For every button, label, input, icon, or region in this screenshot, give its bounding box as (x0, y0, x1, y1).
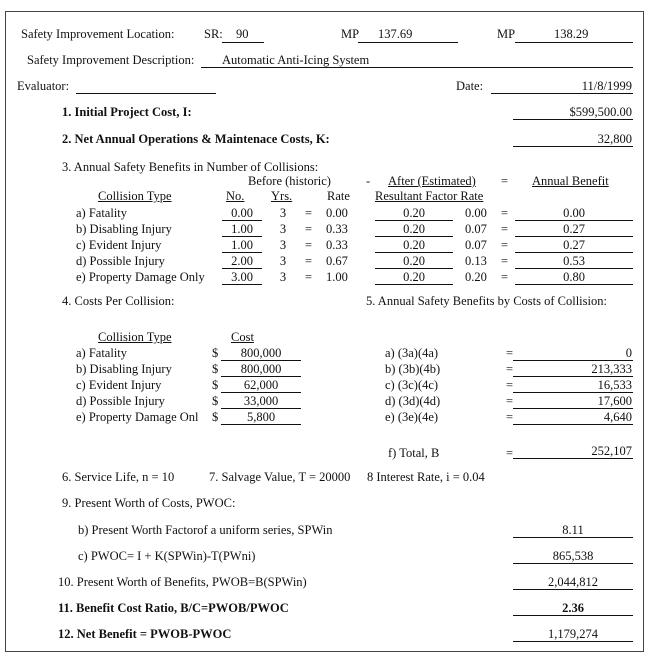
collision-count: 0.00 (231, 206, 253, 220)
currency-symbol: $ (212, 410, 219, 424)
collision-type: b) Disabling Injury (76, 222, 172, 236)
cost-underline (221, 392, 301, 393)
bc-ratio-label: 11. Benefit Cost Ratio, B/C=PWOB/PWOC (58, 601, 289, 615)
pwoc-label: c) PWOC= I + K(SPWin)-T(PWni) (78, 549, 256, 563)
collision-years: 3 (279, 238, 287, 252)
resultant-rate: 0.13 (465, 254, 487, 268)
currency-symbol: $ (212, 394, 219, 408)
resultant-factor-underline (375, 252, 453, 253)
header-equals: = (501, 174, 509, 188)
description-label: Safety Improvement Description: (27, 53, 195, 67)
spwin-value: 8.11 (562, 523, 584, 537)
cost-per-collision: 62,000 (243, 378, 279, 392)
benefit-by-cost: 16,533 (597, 378, 632, 392)
cost-per-collision: 33,000 (243, 394, 279, 408)
benefit-equals: = (501, 222, 509, 236)
annual-benefit-underline (515, 220, 633, 221)
collision-years: 3 (279, 254, 287, 268)
pwob-value: 2,044,812 (548, 575, 598, 589)
location-label: Safety Improvement Location: (21, 27, 175, 41)
collision-count-underline (222, 236, 262, 237)
currency-symbol: $ (212, 378, 219, 392)
s3-rate-header: Rate (327, 189, 350, 203)
annual-benefit-header: Annual Benefit (532, 174, 609, 188)
annual-benefit: 0.00 (563, 206, 585, 220)
salvage-value: 7. Salvage Value, T = 20000 (209, 470, 351, 484)
annual-benefit-underline (515, 252, 633, 253)
resultant-factor-underline (375, 268, 453, 269)
initial-cost-underline (513, 119, 633, 120)
collision-type: e) Property Damage Only (76, 270, 205, 284)
collision-count-underline (222, 284, 262, 285)
benefit-equals: = (501, 254, 509, 268)
om-costs-value: 32,800 (597, 132, 632, 146)
annual-benefit: 0.53 (563, 254, 585, 268)
pwob-underline (513, 589, 633, 590)
mp-label-1: MP (341, 27, 360, 41)
benefit-underline (513, 376, 633, 377)
collision-rate: 0.67 (326, 254, 348, 268)
after-dash: - (366, 174, 371, 188)
collision-type: e) Property Damage Onl (76, 410, 199, 424)
collision-type: c) Evident Injury (76, 378, 162, 392)
pwob-label: 10. Present Worth of Benefits, PWOB=B(SPWin) (58, 575, 307, 589)
annual-benefit-underline (515, 236, 633, 237)
resultant-factor-underline (375, 220, 453, 221)
section3-label: 3. Annual Safety Benefits in Number of Collisions: (62, 160, 319, 174)
rate-equals: = (305, 238, 313, 252)
s3-no-header: No. (226, 189, 245, 203)
collision-type: c) Evident Injury (76, 238, 162, 252)
date-underline (491, 93, 633, 94)
before-header: Before (historic) (248, 174, 331, 188)
benefit-equals: = (501, 206, 509, 220)
rate-equals: = (305, 270, 313, 284)
resultant-factor-underline (375, 236, 453, 237)
section4-label: 4. Costs Per Collision: (62, 294, 175, 308)
pwoc-value: 865,538 (552, 549, 594, 563)
s3-collision-type-header: Collision Type (98, 189, 172, 203)
annual-benefit: 0.80 (563, 270, 585, 284)
resultant-factor: 0.20 (403, 222, 425, 236)
cost-underline (221, 360, 301, 361)
benefit-underline (513, 392, 633, 393)
initial-cost-label: 1. Initial Project Cost, I: (62, 105, 192, 119)
annual-benefit: 0.27 (563, 238, 585, 252)
description-underline (201, 67, 633, 68)
collision-count: 2.00 (231, 254, 253, 268)
mp-value-2: 138.29 (554, 27, 589, 41)
benefit-underline (513, 424, 633, 425)
collision-count: 3.00 (231, 270, 253, 284)
om-costs-label: 2. Net Annual Operations & Maintenace Costs, K: (62, 132, 330, 146)
mp-underline-1 (358, 42, 458, 43)
s3-yrs-header: Yrs. (271, 189, 293, 203)
initial-cost-value: $599,500.00 (569, 105, 632, 119)
benefit-by-cost: 213,333 (591, 362, 632, 376)
rate-equals: = (305, 222, 313, 236)
rate-equals: = (305, 254, 313, 268)
resultant-factor: 0.20 (403, 270, 425, 284)
benefit-formula: d) (3d)(4d) (385, 394, 441, 408)
benefit-formula: b) (3b)(4b) (385, 362, 441, 376)
benefit-equals: = (506, 394, 514, 408)
resultant-factor: 0.20 (403, 238, 425, 252)
benefit-equals: = (501, 270, 509, 284)
collision-type: d) Possible Injury (76, 394, 165, 408)
benefit-equals: = (506, 378, 514, 392)
total-b-equals: = (506, 446, 514, 460)
om-costs-underline (513, 146, 633, 147)
collision-rate: 0.00 (326, 206, 348, 220)
date-value: 11/8/1999 (581, 79, 632, 93)
currency-symbol: $ (212, 346, 219, 360)
collision-type: d) Possible Injury (76, 254, 165, 268)
annual-benefit-underline (515, 268, 633, 269)
spwin-underline (513, 537, 633, 538)
bc-ratio-value: 2.36 (562, 601, 584, 615)
collision-years: 3 (279, 222, 287, 236)
resultant-rate: 0.07 (465, 238, 487, 252)
resultant-factor: 0.20 (403, 254, 425, 268)
benefit-underline (513, 360, 633, 361)
total-b-label: f) Total, B (388, 446, 440, 460)
sr-value: 90 (236, 27, 249, 41)
collision-count-underline (222, 252, 262, 253)
s3-resultant-header: Resultant Factor Rate (375, 189, 484, 203)
benefit-formula: c) (3c)(4c) (385, 378, 439, 392)
benefit-underline (513, 408, 633, 409)
sr-underline (222, 42, 264, 43)
s4-cost-header: Cost (231, 330, 254, 344)
total-b-underline (513, 458, 633, 459)
collision-count: 1.00 (231, 222, 253, 236)
cost-underline (221, 408, 301, 409)
benefit-by-cost: 17,600 (597, 394, 632, 408)
collision-rate: 0.33 (326, 222, 348, 236)
collision-count-underline (222, 268, 262, 269)
interest-rate: 8 Interest Rate, i = 0.04 (367, 470, 485, 484)
resultant-rate: 0.00 (465, 206, 487, 220)
date-label: Date: (456, 79, 484, 93)
benefit-by-cost: 0 (625, 346, 632, 360)
benefit-formula: a) (3a)(4a) (385, 346, 439, 360)
benefit-equals: = (506, 362, 514, 376)
collision-years: 3 (279, 270, 287, 284)
collision-count: 1.00 (231, 238, 253, 252)
cost-per-collision: 800,000 (240, 362, 282, 376)
pwoc-underline (513, 563, 633, 564)
benefit-equals: = (506, 410, 514, 424)
collision-rate: 0.33 (326, 238, 348, 252)
mp-value-1: 137.69 (378, 27, 413, 41)
collision-rate: 1.00 (326, 270, 348, 284)
benefit-formula: e) (3e)(4e) (385, 410, 439, 424)
spwin-label: b) Present Worth Factorof a uniform series, SPWin (78, 523, 333, 537)
service-life: 6. Service Life, n = 10 (62, 470, 175, 484)
collision-type: a) Fatality (76, 206, 128, 220)
total-b-value: 252,107 (591, 444, 632, 458)
bc-ratio-underline (513, 615, 633, 616)
benefit-equals: = (501, 238, 509, 252)
net-benefit-label: 12. Net Benefit = PWOB-PWOC (58, 627, 232, 641)
resultant-rate: 0.07 (465, 222, 487, 236)
collision-type: a) Fatality (76, 346, 128, 360)
collision-years: 3 (279, 206, 287, 220)
mp-underline-2 (515, 42, 633, 43)
annual-benefit-underline (515, 284, 633, 285)
resultant-factor-underline (375, 284, 453, 285)
section5-label: 5. Annual Safety Benefits by Costs of Collision: (366, 294, 607, 308)
benefit-by-cost: 4,640 (603, 410, 632, 424)
cost-underline (221, 376, 301, 377)
section9-label: 9. Present Worth of Costs, PWOC: (62, 496, 236, 510)
benefit-equals: = (506, 346, 514, 360)
cost-per-collision: 800,000 (240, 346, 282, 360)
resultant-rate: 0.20 (465, 270, 487, 284)
currency-symbol: $ (212, 362, 219, 376)
net-benefit-value: 1,179,274 (548, 627, 598, 641)
cost-underline (221, 424, 301, 425)
sr-label: SR: (204, 27, 223, 41)
cost-per-collision: 5,800 (246, 410, 276, 424)
description-value: Automatic Anti-Icing System (222, 53, 370, 67)
mp-label-2: MP (497, 27, 516, 41)
after-header: After (Estimated) (388, 174, 476, 188)
evaluator-underline (76, 93, 216, 94)
resultant-factor: 0.20 (403, 206, 425, 220)
net-benefit-underline (513, 641, 633, 642)
s4-collision-type-header: Collision Type (98, 330, 172, 344)
collision-type: b) Disabling Injury (76, 362, 172, 376)
rate-equals: = (305, 206, 313, 220)
annual-benefit: 0.27 (563, 222, 585, 236)
evaluator-label: Evaluator: (17, 79, 70, 93)
collision-count-underline (222, 220, 262, 221)
